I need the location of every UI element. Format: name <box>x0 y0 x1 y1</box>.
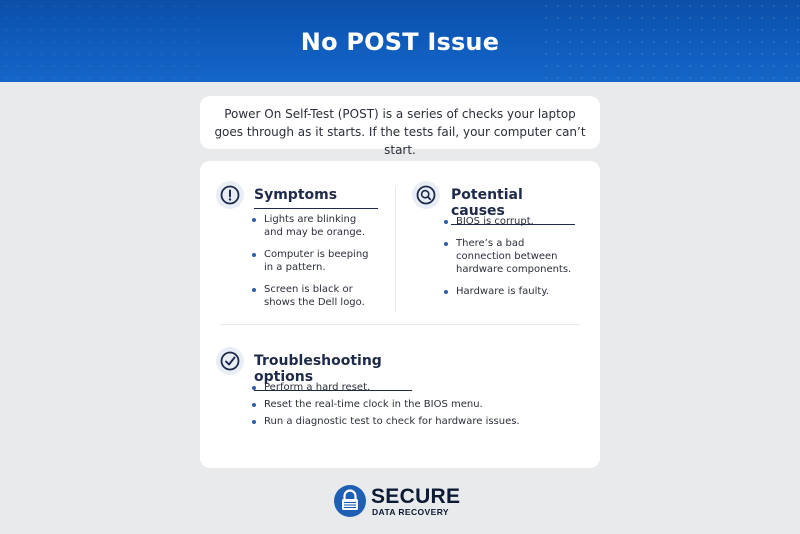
list-item: Screen is black or shows the Dell logo. <box>252 283 372 309</box>
intro-text: Power On Self-Test (POST) is a series of checks your laptop goes through as it starts. If the tests fail, your computer can’t start. <box>214 107 586 157</box>
troubleshooting-title: Troubleshooting options <box>254 353 412 391</box>
padlock-icon <box>333 484 367 518</box>
list-item: There’s a bad connection between hardware components. <box>444 237 574 276</box>
symptoms-title: Symptoms <box>254 187 378 209</box>
page-title: No POST Issue <box>300 28 500 56</box>
list-item: Computer is beeping in a pattern. <box>252 248 372 274</box>
troubleshooting-list <box>252 381 572 432</box>
list-item: BIOS is corrupt. <box>444 215 574 228</box>
section-divider <box>220 324 580 325</box>
logo-tagline: DATA RECOVERY <box>372 507 449 517</box>
checkmark-circle-icon <box>216 347 244 375</box>
list-item: Perform a hard reset. <box>252 381 572 394</box>
list-item: Run a diagnostic test to check for hardware issues. <box>252 415 572 428</box>
column-divider <box>395 187 396 312</box>
list-item: Reset the real-time clock in the BIOS menu. <box>252 398 572 411</box>
info-card <box>200 161 600 468</box>
causes-list <box>444 215 574 307</box>
intro-box <box>200 96 600 157</box>
symptoms-list <box>252 213 372 318</box>
magnifier-icon <box>412 181 440 209</box>
secure-data-recovery-logo <box>333 484 473 520</box>
logo-wordmark: SECURE <box>371 485 461 508</box>
list-item: Lights are blinking and may be orange. <box>252 213 372 239</box>
causes-title: Potential causes <box>451 187 575 225</box>
list-item: Hardware is faulty. <box>444 285 574 298</box>
exclamation-circle-icon <box>216 181 244 209</box>
